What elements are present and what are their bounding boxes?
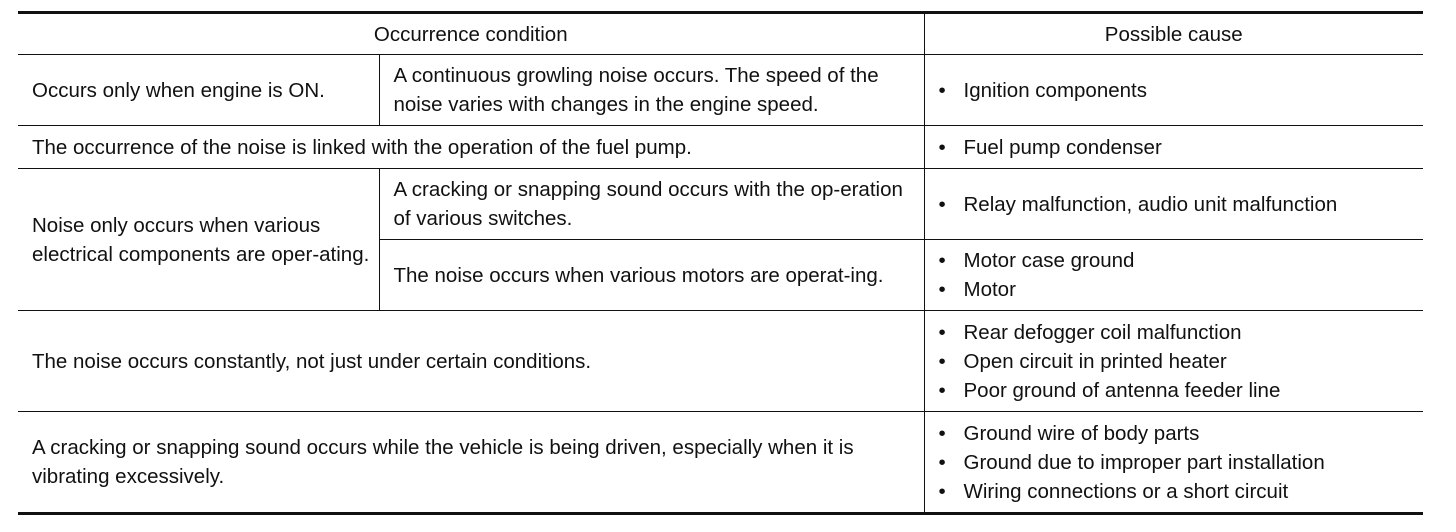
list-item: • Ground wire of body parts bbox=[939, 419, 1424, 448]
cause-list bbox=[939, 76, 1424, 105]
header-possible-cause: Possible cause bbox=[924, 13, 1423, 55]
table-row bbox=[18, 169, 1423, 240]
cause-list bbox=[939, 318, 1424, 405]
table-row bbox=[18, 126, 1423, 169]
cause-cell bbox=[924, 412, 1423, 514]
cause-list bbox=[939, 419, 1424, 506]
cause-list bbox=[939, 246, 1424, 304]
cause-list bbox=[939, 133, 1424, 162]
cause-list bbox=[939, 190, 1424, 219]
list-item: • Rear defogger coil malfunction bbox=[939, 318, 1424, 347]
table-row bbox=[18, 311, 1423, 412]
list-item: • Poor ground of antenna feeder line bbox=[939, 376, 1424, 405]
detail-cell: A cracking or snapping sound occurs with the op-eration of various switches. bbox=[379, 169, 924, 240]
list-item: • Open circuit in printed heater bbox=[939, 347, 1424, 376]
condition-cell: A cracking or snapping sound occurs while the vehicle is being driven, especially when it is vibrating excessively. bbox=[18, 412, 924, 514]
header-row bbox=[18, 13, 1423, 55]
list-item: • Motor case ground bbox=[939, 246, 1424, 275]
cause-cell bbox=[924, 126, 1423, 169]
condition-cell: Occurs only when engine is ON. bbox=[18, 55, 379, 126]
detail-cell: A continuous growling noise occurs. The speed of the noise varies with changes in the engine speed. bbox=[379, 55, 924, 126]
table-row bbox=[18, 55, 1423, 126]
header-occurrence-condition: Occurrence condition bbox=[18, 13, 924, 55]
cause-cell bbox=[924, 169, 1423, 240]
cause-cell bbox=[924, 55, 1423, 126]
condition-cell: The occurrence of the noise is linked with the operation of the fuel pump. bbox=[18, 126, 924, 169]
noise-diagnosis-table bbox=[18, 11, 1423, 515]
table-row bbox=[18, 412, 1423, 514]
list-item: • Ground due to improper part installation bbox=[939, 448, 1424, 477]
list-item: • Wiring connections or a short circuit bbox=[939, 477, 1424, 506]
list-item: • Fuel pump condenser bbox=[939, 133, 1424, 162]
condition-cell: The noise occurs constantly, not just under certain conditions. bbox=[18, 311, 924, 412]
list-item: • Motor bbox=[939, 275, 1424, 304]
cause-cell bbox=[924, 240, 1423, 311]
cause-cell bbox=[924, 311, 1423, 412]
condition-cell: Noise only occurs when various electrical components are oper-ating. bbox=[18, 169, 379, 311]
list-item: • Ignition components bbox=[939, 76, 1424, 105]
list-item: • Relay malfunction, audio unit malfunction bbox=[939, 190, 1424, 219]
detail-cell: The noise occurs when various motors are operat-ing. bbox=[379, 240, 924, 311]
